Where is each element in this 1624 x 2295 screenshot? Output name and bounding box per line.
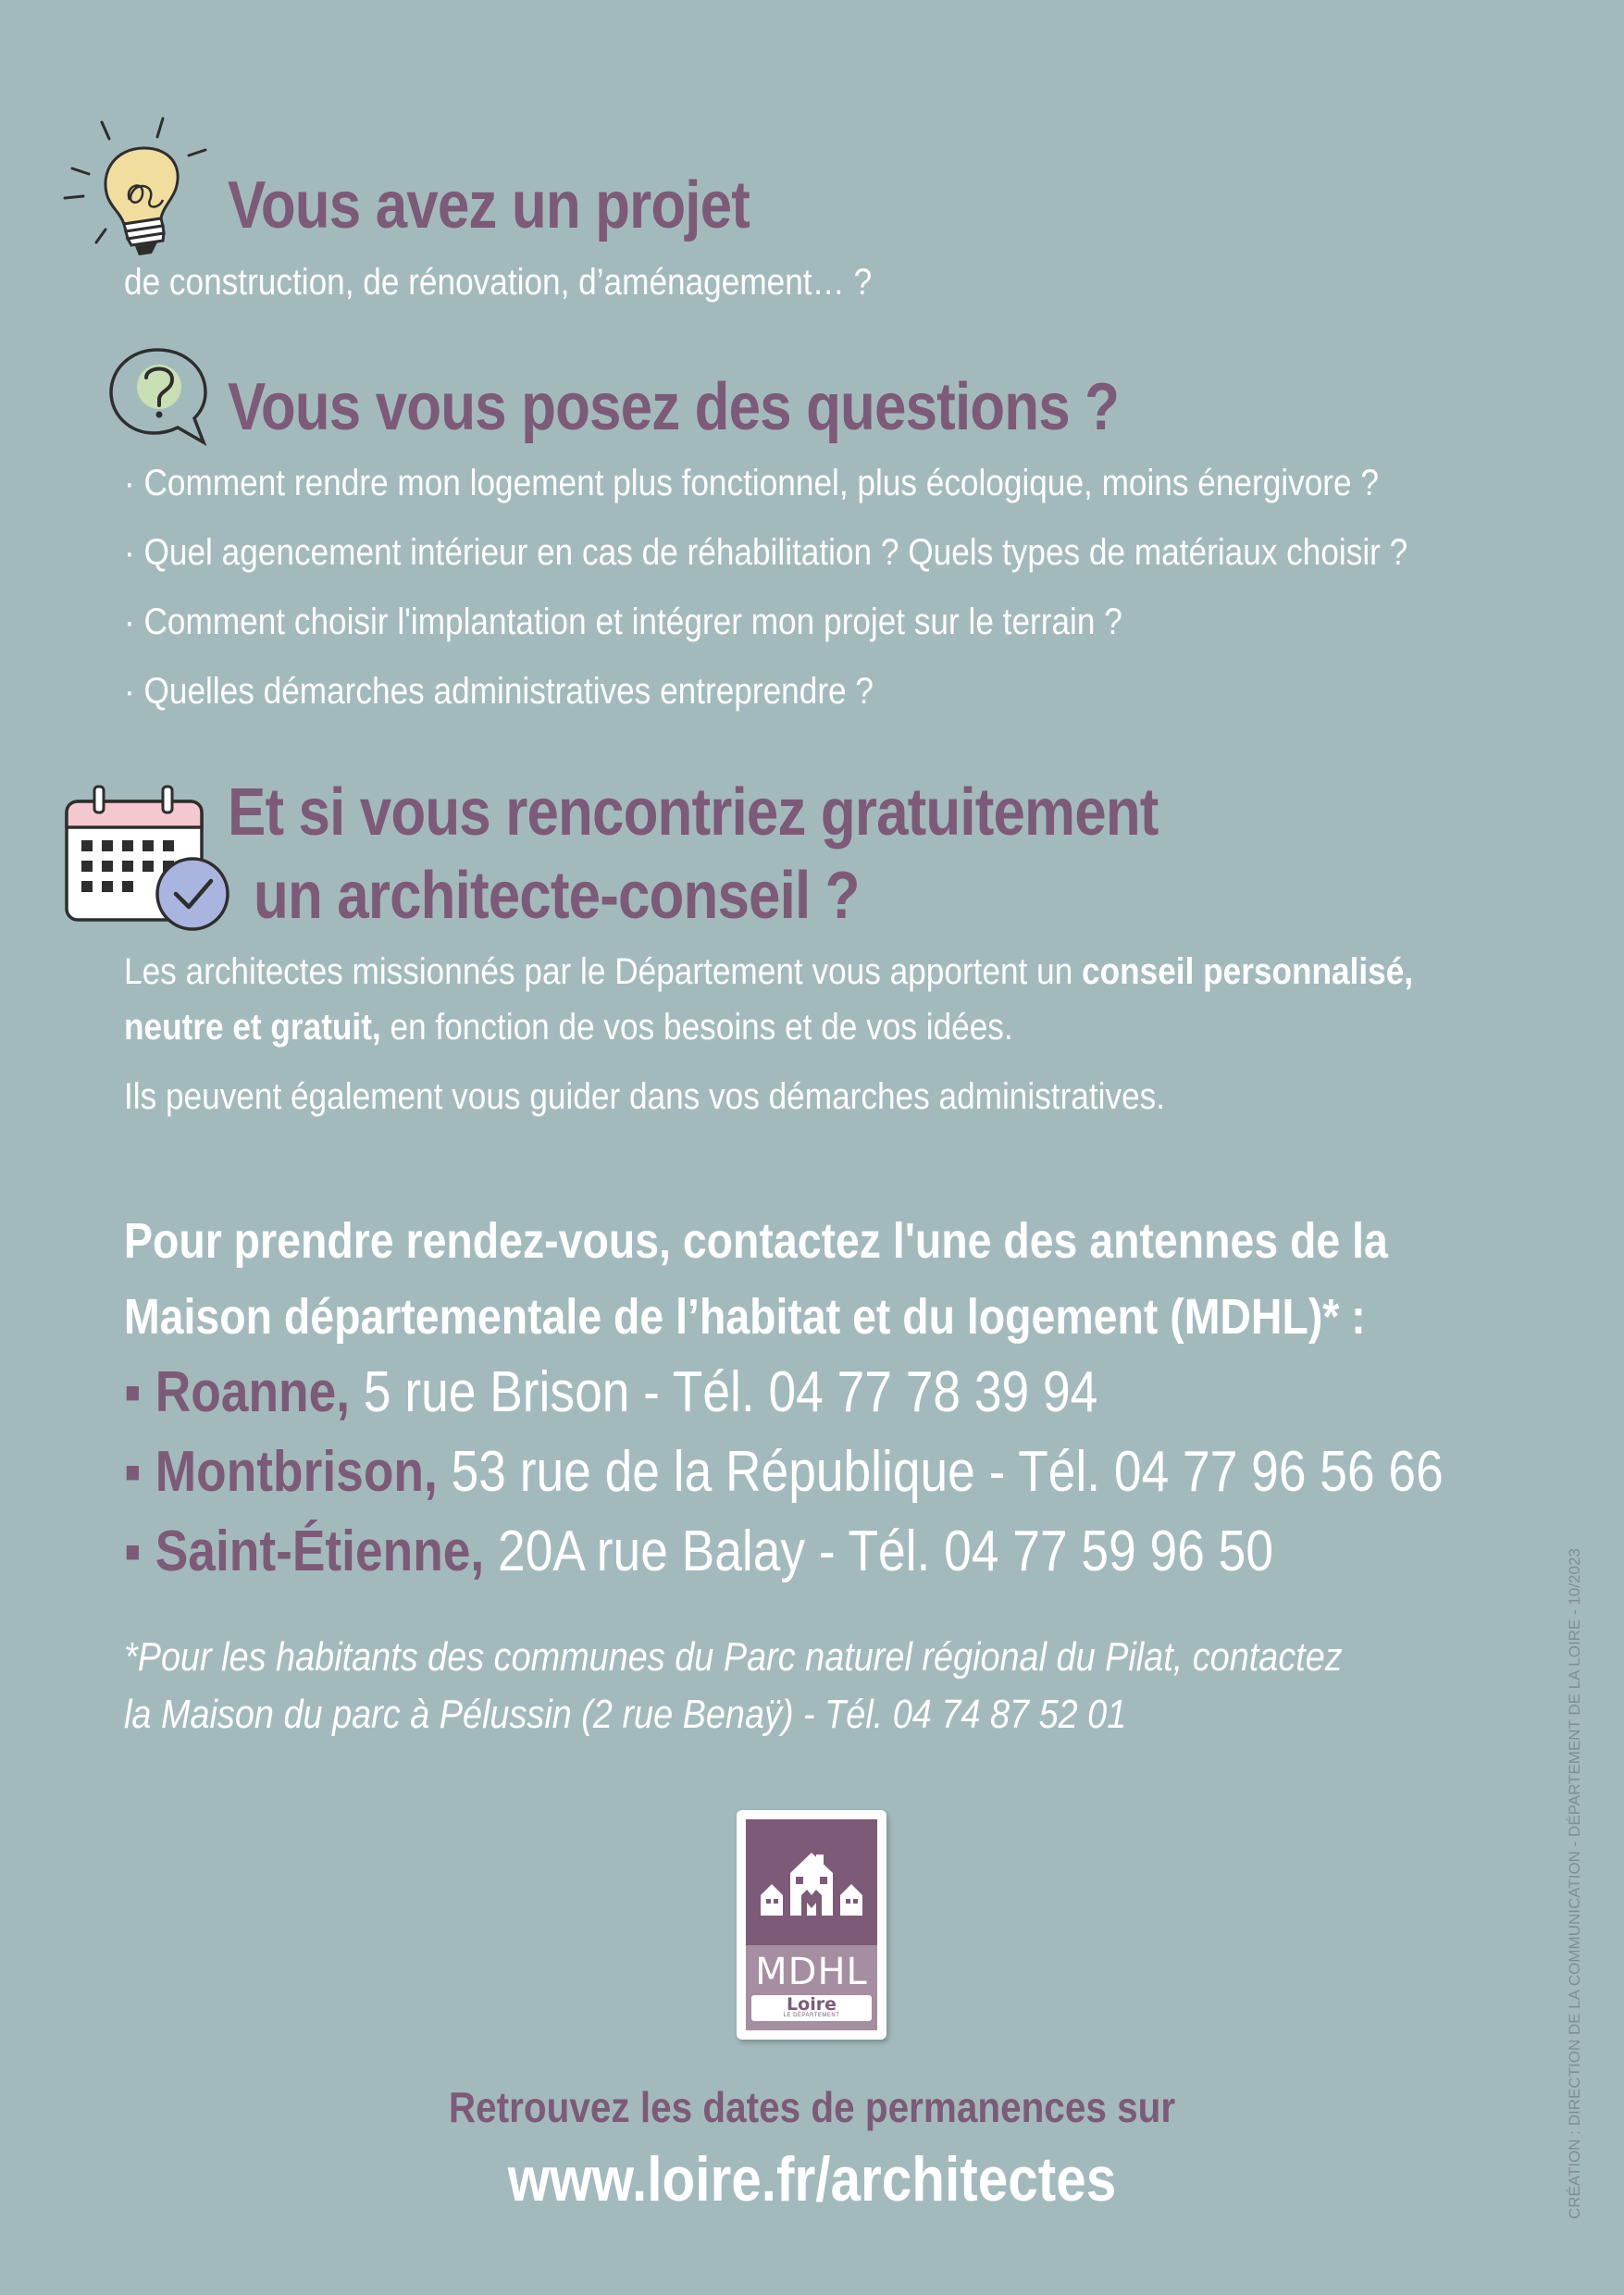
question-bullet: · Comment rendre mon logement plus fonctionnel, plus écologique, moins énergivore ? <box>124 463 1379 503</box>
pilat-note <box>124 1629 1343 1743</box>
section3-title-line2: un architecte-conseil ? <box>254 859 860 933</box>
question-bullet: · Comment choisir l'implantation et intégrer mon projet sur le terrain ? <box>124 602 1122 642</box>
credit-line: CRÉATION : DIRECTION DE LA COMMUNICATION - DÉPARTEMENT DE LA LOIRE - 10/2023 <box>1566 1548 1583 2219</box>
architect-guidance: Ils peuvent également vous guider dans vos démarches administratives. <box>124 1076 1166 1117</box>
house-logo-icon <box>746 1819 877 1945</box>
lightbulb-icon <box>59 111 217 259</box>
office-roanne <box>124 1360 1098 1424</box>
office-details: 53 rue de la République - Tél. 04 77 96 56 66 <box>437 1440 1444 1504</box>
permanences-text: Retrouvez les dates de permanences sur <box>448 2083 1176 2131</box>
bullet-marker: ▪ <box>124 1520 155 1583</box>
office-city: Montbrison, <box>155 1440 438 1504</box>
description-emphasis: conseil personnalisé, <box>1082 951 1414 992</box>
office-city: Roanne, <box>155 1360 351 1424</box>
description-text: en fonction de vos besoins et de vos idées. <box>380 1007 1013 1048</box>
logo-tagline: LE DÉPARTEMENT <box>783 2013 840 2018</box>
office-montbrison <box>124 1440 1444 1504</box>
contact-heading-line1: Pour prendre rendez-vous, contactez l'une des antennes de la <box>124 1213 1388 1269</box>
description-emphasis: neutre et gratuit, <box>124 1007 381 1048</box>
question-bubble-icon <box>105 344 213 452</box>
section3-title-line1: Et si vous rencontriez gratuitement <box>228 775 1159 850</box>
office-details: 20A rue Balay - Tél. 04 77 59 96 50 <box>484 1520 1273 1583</box>
architectes-link[interactable]: www.loire.fr/architectes <box>507 2144 1117 2214</box>
architect-description <box>124 944 1413 1055</box>
description-text: Les architectes missionnés par le Département vous apportent un <box>124 951 1083 992</box>
mdhl-logo <box>737 1810 886 2040</box>
question-bullet: · Quelles démarches administratives entreprendre ? <box>124 671 874 712</box>
office-saint-etienne <box>124 1520 1273 1583</box>
office-city: Saint-Étienne, <box>155 1520 485 1583</box>
bullet-marker: ▪ <box>124 1440 155 1504</box>
pilat-note-line2: la Maison du parc à Pélussin (2 rue Benaÿ) - Tél. 04 74 87 52 01 <box>124 1692 1127 1737</box>
calendar-check-icon <box>61 779 233 935</box>
logo-abbr: MDHL <box>755 1951 868 1993</box>
question-bullet: · Quel agencement intérieur en cas de réhabilitation ? Quels types de matériaux choisir ? <box>124 532 1408 573</box>
bullet-marker: ▪ <box>124 1360 155 1424</box>
section1-subtitle: de construction, de rénovation, d’aménagement… ? <box>124 262 873 303</box>
office-details: 5 rue Brison - Tél. 04 77 78 39 94 <box>350 1360 1098 1424</box>
contact-heading-line2: Maison départementale de l’habitat et du logement (MDHL)* : <box>124 1289 1366 1345</box>
contact-heading <box>124 1203 1388 1355</box>
logo-region: Loire <box>787 1994 837 2015</box>
pilat-note-line1: *Pour les habitants des communes du Parc naturel régional du Pilat, contactez <box>124 1634 1343 1680</box>
section2-title: Vous vous posez des questions ? <box>228 370 1120 444</box>
section1-title: Vous avez un projet <box>228 168 750 242</box>
